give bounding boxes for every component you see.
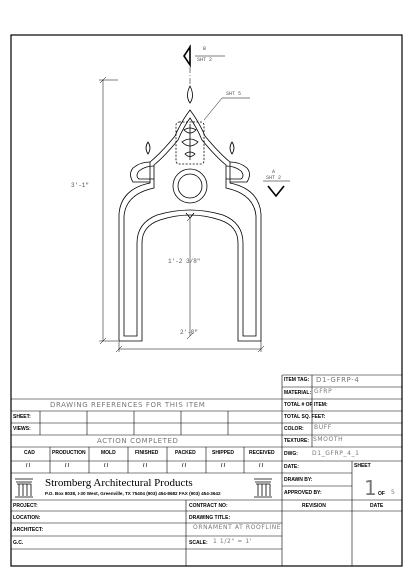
action-date-packed: / / [182,463,187,469]
color-label: COLOR: [284,426,304,432]
action-header: ACTION COMPLETED [97,437,179,445]
location-label: LOCATION: [13,515,41,521]
project-label: PROJECT: [13,503,38,509]
sheet-label: SHEET [354,463,371,469]
total-sqft-label: TOTAL SQ. FEET: [284,414,326,420]
gc-label: G.C. [13,540,24,546]
revision-label: REVISION [302,503,326,509]
company-address: P.O. Box 8038, I-30 West, Greenville, TX 75404 (903) 454-8682 FAX (903) 454-3642 [45,491,221,496]
section-a-letter: A [272,169,276,175]
action-date-mold: / / [104,463,109,469]
action-col-finished: FINISHED [135,450,159,456]
section-b-arrow [184,47,190,65]
dwg-label: DWG: [284,451,298,457]
detail-callout: SHT 5 [226,91,242,97]
action-col-shipped: SHIPPED [212,450,234,456]
action-date-received: / / [259,463,264,469]
sheet-of: OF [378,491,385,497]
section-b-sheet: SHT 2 [197,57,213,63]
color-value: BUFF [314,424,332,431]
rev-date-label: DATE [370,503,384,509]
drawing-title-value: ORNAMENT AT ROOFLINE [193,524,282,531]
material-value: GFRP [314,388,333,395]
section-b-letter: B [203,46,207,52]
section-a-sheet: SHT 2 [266,175,282,181]
sheet-number: 1 [364,476,378,500]
action-col-cad: CAD [24,450,35,456]
dim-width: 2'-0" [180,329,199,336]
dim-height: 3'-1" [71,182,90,189]
action-date-cad: / / [26,463,31,469]
drawing-title-label: DRAWING TITLE: [189,515,231,521]
texture-label: TEXTURE: [284,438,309,444]
action-col-packed: PACKED [175,450,196,456]
action-col-mold: MOLD [101,450,116,456]
action-date-shipped: / / [221,463,226,469]
section-a-arrow [268,186,284,196]
references-views-label: VIEWS: [13,426,31,432]
item-tag-value: D1-GFRP-4 [316,376,360,384]
drawn-by-label: DRAWN BY: [284,477,313,483]
dim-inner-height: 1'-2 3/8" [168,258,201,265]
architect-label: ARCHITECT: [13,527,43,533]
action-date-production: / / [65,463,70,469]
date-label: DATE: [284,464,299,470]
dwg-value: D1_GFRP_4_1 [312,450,360,457]
scale-value: 1 1/2" = 1' [213,538,253,545]
company-name: Stromberg Architectural Products [45,477,193,489]
total-items-label: TOTAL # OF ITEM: [284,402,328,408]
texture-value: SMOOTH [313,436,344,443]
contract-label: CONTRACT NO: [189,503,228,509]
approved-by-label: APPROVED BY: [284,490,322,496]
sheet-total: 5 [391,489,396,496]
action-date-finished: / / [143,463,148,469]
action-col-production: PRODUCTION [52,450,86,456]
references-header: DRAWING REFERENCES FOR THIS ITEM [50,401,206,409]
scale-label: SCALE: [189,540,208,546]
action-col-received: RECEIVED [249,450,275,456]
material-label: MATERIAL: [284,390,312,396]
item-tag-label: ITEM TAG: [284,377,310,383]
references-sheet-label: SHEET: [13,414,31,420]
